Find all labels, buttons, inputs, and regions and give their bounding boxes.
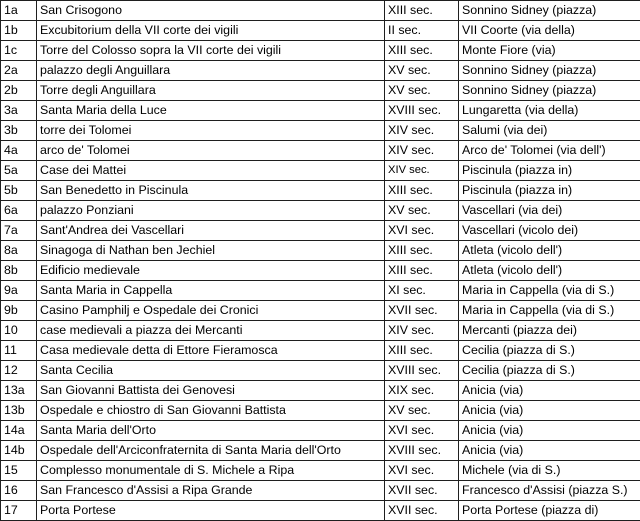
cell-century[interactable]: XVI sec. xyxy=(385,221,459,241)
table-row xyxy=(1,301,640,321)
cell-number[interactable]: 14b xyxy=(1,441,37,461)
cell-number[interactable]: 1b xyxy=(1,21,37,41)
cell-number[interactable]: 14a xyxy=(1,421,37,441)
cell-location[interactable]: Maria in Cappella (via di S.) xyxy=(459,301,640,321)
cell-location[interactable]: Monte Fiore (via) xyxy=(459,41,640,61)
cell-number[interactable]: 8b xyxy=(1,261,37,281)
cell-monument[interactable]: Sinagoga di Nathan ben Jechiel xyxy=(37,241,385,261)
cell-century[interactable]: XIV sec. xyxy=(385,121,459,141)
cell-location[interactable]: Arco de' Tolomei (via dell') xyxy=(459,141,640,161)
cell-monument[interactable]: Sant'Andrea dei Vascellari xyxy=(37,221,385,241)
cell-monument[interactable]: Ospedale e chiostro di San Giovanni Battista xyxy=(37,401,385,421)
table-row xyxy=(1,401,640,421)
table-row xyxy=(1,341,640,361)
cell-number[interactable]: 12 xyxy=(1,361,37,381)
cell-number[interactable]: 5a xyxy=(1,161,37,181)
cell-number[interactable]: 9a xyxy=(1,281,37,301)
cell-location[interactable]: Anicia (via) xyxy=(459,381,640,401)
cell-location[interactable]: Anicia (via) xyxy=(459,441,640,461)
cell-monument[interactable]: San Benedetto in Piscinula xyxy=(37,181,385,201)
cell-number[interactable]: 1a xyxy=(1,1,37,21)
table-row xyxy=(1,321,640,341)
cell-monument[interactable]: Santa Maria dell'Orto xyxy=(37,421,385,441)
cell-monument[interactable]: Santa Maria in Cappella xyxy=(37,281,385,301)
cell-century[interactable]: XV sec. xyxy=(385,401,459,421)
cell-number[interactable]: 8a xyxy=(1,241,37,261)
cell-number[interactable]: 11 xyxy=(1,341,37,361)
cell-number[interactable]: 6a xyxy=(1,201,37,221)
cell-century[interactable]: XIV sec. xyxy=(385,141,459,161)
cell-number[interactable]: 3a xyxy=(1,101,37,121)
cell-location[interactable]: Mercanti (piazza dei) xyxy=(459,321,640,341)
cell-century[interactable]: XVII sec. xyxy=(385,481,459,501)
table-row xyxy=(1,81,640,101)
table-row xyxy=(1,61,640,81)
cell-century[interactable]: XIII sec. xyxy=(385,181,459,201)
table-body xyxy=(1,1,640,521)
table-row xyxy=(1,201,640,221)
table-row xyxy=(1,461,640,481)
table-row xyxy=(1,21,640,41)
cell-century[interactable]: XIV sec. xyxy=(385,161,459,181)
cell-number[interactable]: 13b xyxy=(1,401,37,421)
table-row xyxy=(1,1,640,21)
table-row xyxy=(1,261,640,281)
cell-century[interactable]: XI sec. xyxy=(385,281,459,301)
cell-location[interactable]: Lungaretta (via della) xyxy=(459,101,640,121)
cell-location[interactable]: Sonnino Sidney (piazza) xyxy=(459,81,640,101)
cell-century[interactable]: XVI sec. xyxy=(385,461,459,481)
cell-century[interactable]: XV sec. xyxy=(385,81,459,101)
cell-location[interactable]: Anicia (via) xyxy=(459,421,640,441)
cell-century[interactable]: XIII sec. xyxy=(385,41,459,61)
cell-monument[interactable]: arco de' Tolomei xyxy=(37,141,385,161)
table-row xyxy=(1,121,640,141)
cell-location[interactable]: Francesco d'Assisi (piazza S.) xyxy=(459,481,640,501)
cell-monument[interactable]: Torre del Colosso sopra la VII corte dei vigili xyxy=(37,41,385,61)
cell-location[interactable]: Porta Portese (piazza di) xyxy=(459,501,640,521)
cell-monument[interactable]: San Francesco d'Assisi a Ripa Grande xyxy=(37,481,385,501)
table-row xyxy=(1,441,640,461)
cell-location[interactable]: Vascellari (vicolo dei) xyxy=(459,221,640,241)
cell-monument[interactable]: Complesso monumentale di S. Michele a Ripa xyxy=(37,461,385,481)
table-row xyxy=(1,421,640,441)
cell-location[interactable]: Atleta (vicolo dell') xyxy=(459,261,640,281)
table-row xyxy=(1,361,640,381)
cell-century[interactable]: XVIII sec. xyxy=(385,361,459,381)
cell-number[interactable]: 10 xyxy=(1,321,37,341)
cell-number[interactable]: 4a xyxy=(1,141,37,161)
cell-monument[interactable]: Ospedale dell'Arciconfraternita di Santa Maria dell'Orto xyxy=(37,441,385,461)
table-row xyxy=(1,381,640,401)
cell-monument[interactable]: Excubitorium della VII corte dei vigili xyxy=(37,21,385,41)
cell-location[interactable]: Michele (via di S.) xyxy=(459,461,640,481)
table-row xyxy=(1,281,640,301)
cell-monument[interactable]: Santa Cecilia xyxy=(37,361,385,381)
cell-number[interactable]: 17 xyxy=(1,501,37,521)
cell-location[interactable]: Cecilia (piazza di S.) xyxy=(459,361,640,381)
cell-century[interactable]: XIII sec. xyxy=(385,1,459,21)
cell-century[interactable]: XIII sec. xyxy=(385,261,459,281)
cell-monument[interactable]: Porta Portese xyxy=(37,501,385,521)
cell-number[interactable]: 1c xyxy=(1,41,37,61)
cell-location[interactable]: Salumi (via dei) xyxy=(459,121,640,141)
table-row xyxy=(1,481,640,501)
cell-location[interactable]: Sonnino Sidney (piazza) xyxy=(459,61,640,81)
cell-monument[interactable]: San Crisogono xyxy=(37,1,385,21)
cell-number[interactable]: 2a xyxy=(1,61,37,81)
cell-location[interactable]: VII Coorte (via della) xyxy=(459,21,640,41)
cell-monument[interactable]: Casino Pamphilj e Ospedale dei Cronici xyxy=(37,301,385,321)
cell-monument[interactable]: palazzo degli Anguillara xyxy=(37,61,385,81)
cell-number[interactable]: 7a xyxy=(1,221,37,241)
cell-monument[interactable]: palazzo Ponziani xyxy=(37,201,385,221)
cell-century[interactable]: XVII sec. xyxy=(385,501,459,521)
cell-location[interactable]: Anicia (via) xyxy=(459,401,640,421)
cell-monument[interactable]: Torre degli Anguillara xyxy=(37,81,385,101)
cell-century[interactable]: XVI sec. xyxy=(385,421,459,441)
cell-century[interactable]: XIX sec. xyxy=(385,381,459,401)
cell-monument[interactable]: Santa Maria della Luce xyxy=(37,101,385,121)
cell-location[interactable]: Piscinula (piazza in) xyxy=(459,161,640,181)
cell-number[interactable]: 9b xyxy=(1,301,37,321)
cell-number[interactable]: 3b xyxy=(1,121,37,141)
cell-location[interactable]: Atleta (vicolo dell') xyxy=(459,241,640,261)
cell-monument[interactable]: case medievali a piazza dei Mercanti xyxy=(37,321,385,341)
cell-number[interactable]: 16 xyxy=(1,481,37,501)
table-row xyxy=(1,141,640,161)
cell-monument[interactable]: San Giovanni Battista dei Genovesi xyxy=(37,381,385,401)
table-row xyxy=(1,181,640,201)
cell-century[interactable]: XV sec. xyxy=(385,201,459,221)
cell-location[interactable]: Piscinula (piazza in) xyxy=(459,181,640,201)
cell-century[interactable]: XVIII sec. xyxy=(385,101,459,121)
table-row xyxy=(1,41,640,61)
table-row xyxy=(1,241,640,261)
cell-number[interactable]: 15 xyxy=(1,461,37,481)
cell-monument[interactable]: Casa medievale detta di Ettore Fieramosca xyxy=(37,341,385,361)
cell-century[interactable]: II sec. xyxy=(385,21,459,41)
table-row xyxy=(1,101,640,121)
cell-century[interactable]: XIII sec. xyxy=(385,341,459,361)
cell-monument[interactable]: Case dei Mattei xyxy=(37,161,385,181)
cell-location[interactable]: Cecilia (piazza di S.) xyxy=(459,341,640,361)
cell-century[interactable]: XV sec. xyxy=(385,61,459,81)
table-row xyxy=(1,221,640,241)
cell-number[interactable]: 5b xyxy=(1,181,37,201)
cell-century[interactable]: XVII sec. xyxy=(385,301,459,321)
cell-monument[interactable]: Edificio medievale xyxy=(37,261,385,281)
cell-monument[interactable]: torre dei Tolomei xyxy=(37,121,385,141)
cell-century[interactable]: XVIII sec. xyxy=(385,441,459,461)
cell-number[interactable]: 13a xyxy=(1,381,37,401)
cell-century[interactable]: XIII sec. xyxy=(385,241,459,261)
cell-number[interactable]: 2b xyxy=(1,81,37,101)
table-row xyxy=(1,161,640,181)
cell-location[interactable]: Vascellari (via dei) xyxy=(459,201,640,221)
cell-century[interactable]: XIV sec. xyxy=(385,321,459,341)
cell-location[interactable]: Maria in Cappella (via di S.) xyxy=(459,281,640,301)
cell-location[interactable]: Sonnino Sidney (piazza) xyxy=(459,1,640,21)
